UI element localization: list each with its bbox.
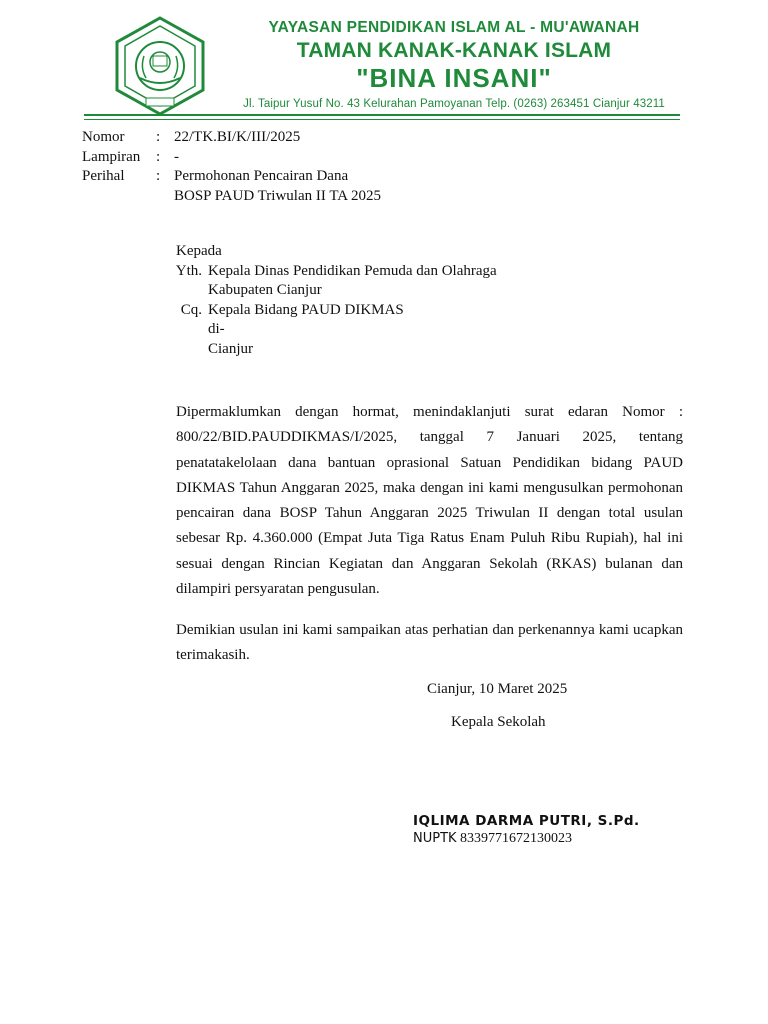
meta-key [82, 187, 156, 207]
letterhead-divider [84, 114, 680, 120]
place-date: Cianjur, 10 Maret 2025 [427, 681, 568, 697]
meta-value: Permohonan Pencairan Dana [174, 168, 349, 184]
meta-colon [156, 187, 174, 207]
signer-role: Kepala Sekolah [451, 714, 546, 730]
school-logo-emblem [110, 16, 210, 116]
addressee-row [176, 281, 497, 301]
addressee-prefix [174, 281, 208, 301]
addressee-prefix [174, 320, 208, 340]
addressee-prefix [174, 340, 208, 360]
addressee-row [176, 262, 497, 282]
addressee-prefix: Cq. [180, 301, 202, 318]
letterhead-text [224, 18, 684, 113]
meta-value: 22/TK.BI/K/III/2025 [174, 129, 301, 145]
addressee-row [176, 320, 497, 340]
school-address: Jl. Taipur Yusuf No. 43 Kelurahan Pamoyanan Telp. (0263) 263451 Cianjur 43211 [243, 98, 665, 110]
body-paragraph-1: Dipermaklumkan dengan hormat, menindaklanjuti surat edaran Nomor : 800/22/BID.PAUDDIKMAS/I/2025, tanggal 7 Januari 2025, tentang penatatakelolaan dana bantuan oprasional Satuan Pendidikan bidang PAUD DIKMAS Tahun Anggaran 2025, maka dengan ini kami mengusulkan permohonan pencairan dana BOSP Tahun Anggaran 2025 Triwulan II dengan total usulan sebesar Rp. 4.360.000 (Empat Juta Tiga Ratus Enam Puluh Ribu Rupiah), hal ini sesuai dengan Rincian Kegiatan dan Anggaran Sekolah (RKAS) bulanan dan dilampiri persyaratan pengusulan. [176, 404, 683, 598]
meta-colon: : [156, 148, 161, 165]
nuptk-label: NUPTK [413, 831, 457, 846]
addressee-text: Kepala Bidang PAUD DIKMAS [208, 301, 404, 318]
meta-row-lampiran [82, 148, 474, 168]
meta-row-nomor [82, 128, 474, 148]
letter-meta [82, 128, 474, 206]
addressee-row [176, 301, 497, 321]
signer-name: IQLIMA DARMA PUTRI, S.Pd. [413, 813, 640, 829]
meta-colon: : [156, 129, 161, 145]
addressee-text: di- [208, 321, 225, 337]
meta-row-perihal [82, 167, 474, 187]
addressee-row [176, 340, 497, 360]
addressee-text: Cianjur [208, 340, 253, 357]
addressee-text: Kabupaten Cianjur [208, 282, 322, 298]
school-type: TAMAN KANAK-KANAK ISLAM [296, 39, 612, 62]
meta-key: Lampiran [82, 148, 141, 165]
body-paragraph-2: Demikian usulan ini kami sampaikan atas perhatian dan perkenannya kami ucapkan terimakasih. [176, 622, 683, 664]
school-name: "BINA INSANI" [356, 63, 552, 93]
signer-nuptk [413, 831, 572, 847]
meta-colon: : [156, 168, 161, 184]
meta-key: Perihal [82, 168, 125, 184]
meta-row-perihal-cont [82, 187, 474, 207]
addressee-greeting: Kepada [176, 243, 222, 259]
foundation-name: YAYASAN PENDIDIKAN ISLAM AL - MU'AWANAH [268, 19, 640, 36]
meta-key: Nomor [82, 129, 125, 145]
addressee-text: Kepala Dinas Pendidikan Pemuda dan Olahraga [208, 262, 497, 279]
meta-value: - [174, 148, 179, 165]
addressee-prefix: Yth. [175, 262, 202, 279]
meta-value: BOSP PAUD Triwulan II TA 2025 [174, 187, 382, 204]
letterhead [84, 14, 682, 124]
addressee-block [176, 242, 497, 359]
nuptk-value: 8339771672130023 [460, 831, 573, 846]
